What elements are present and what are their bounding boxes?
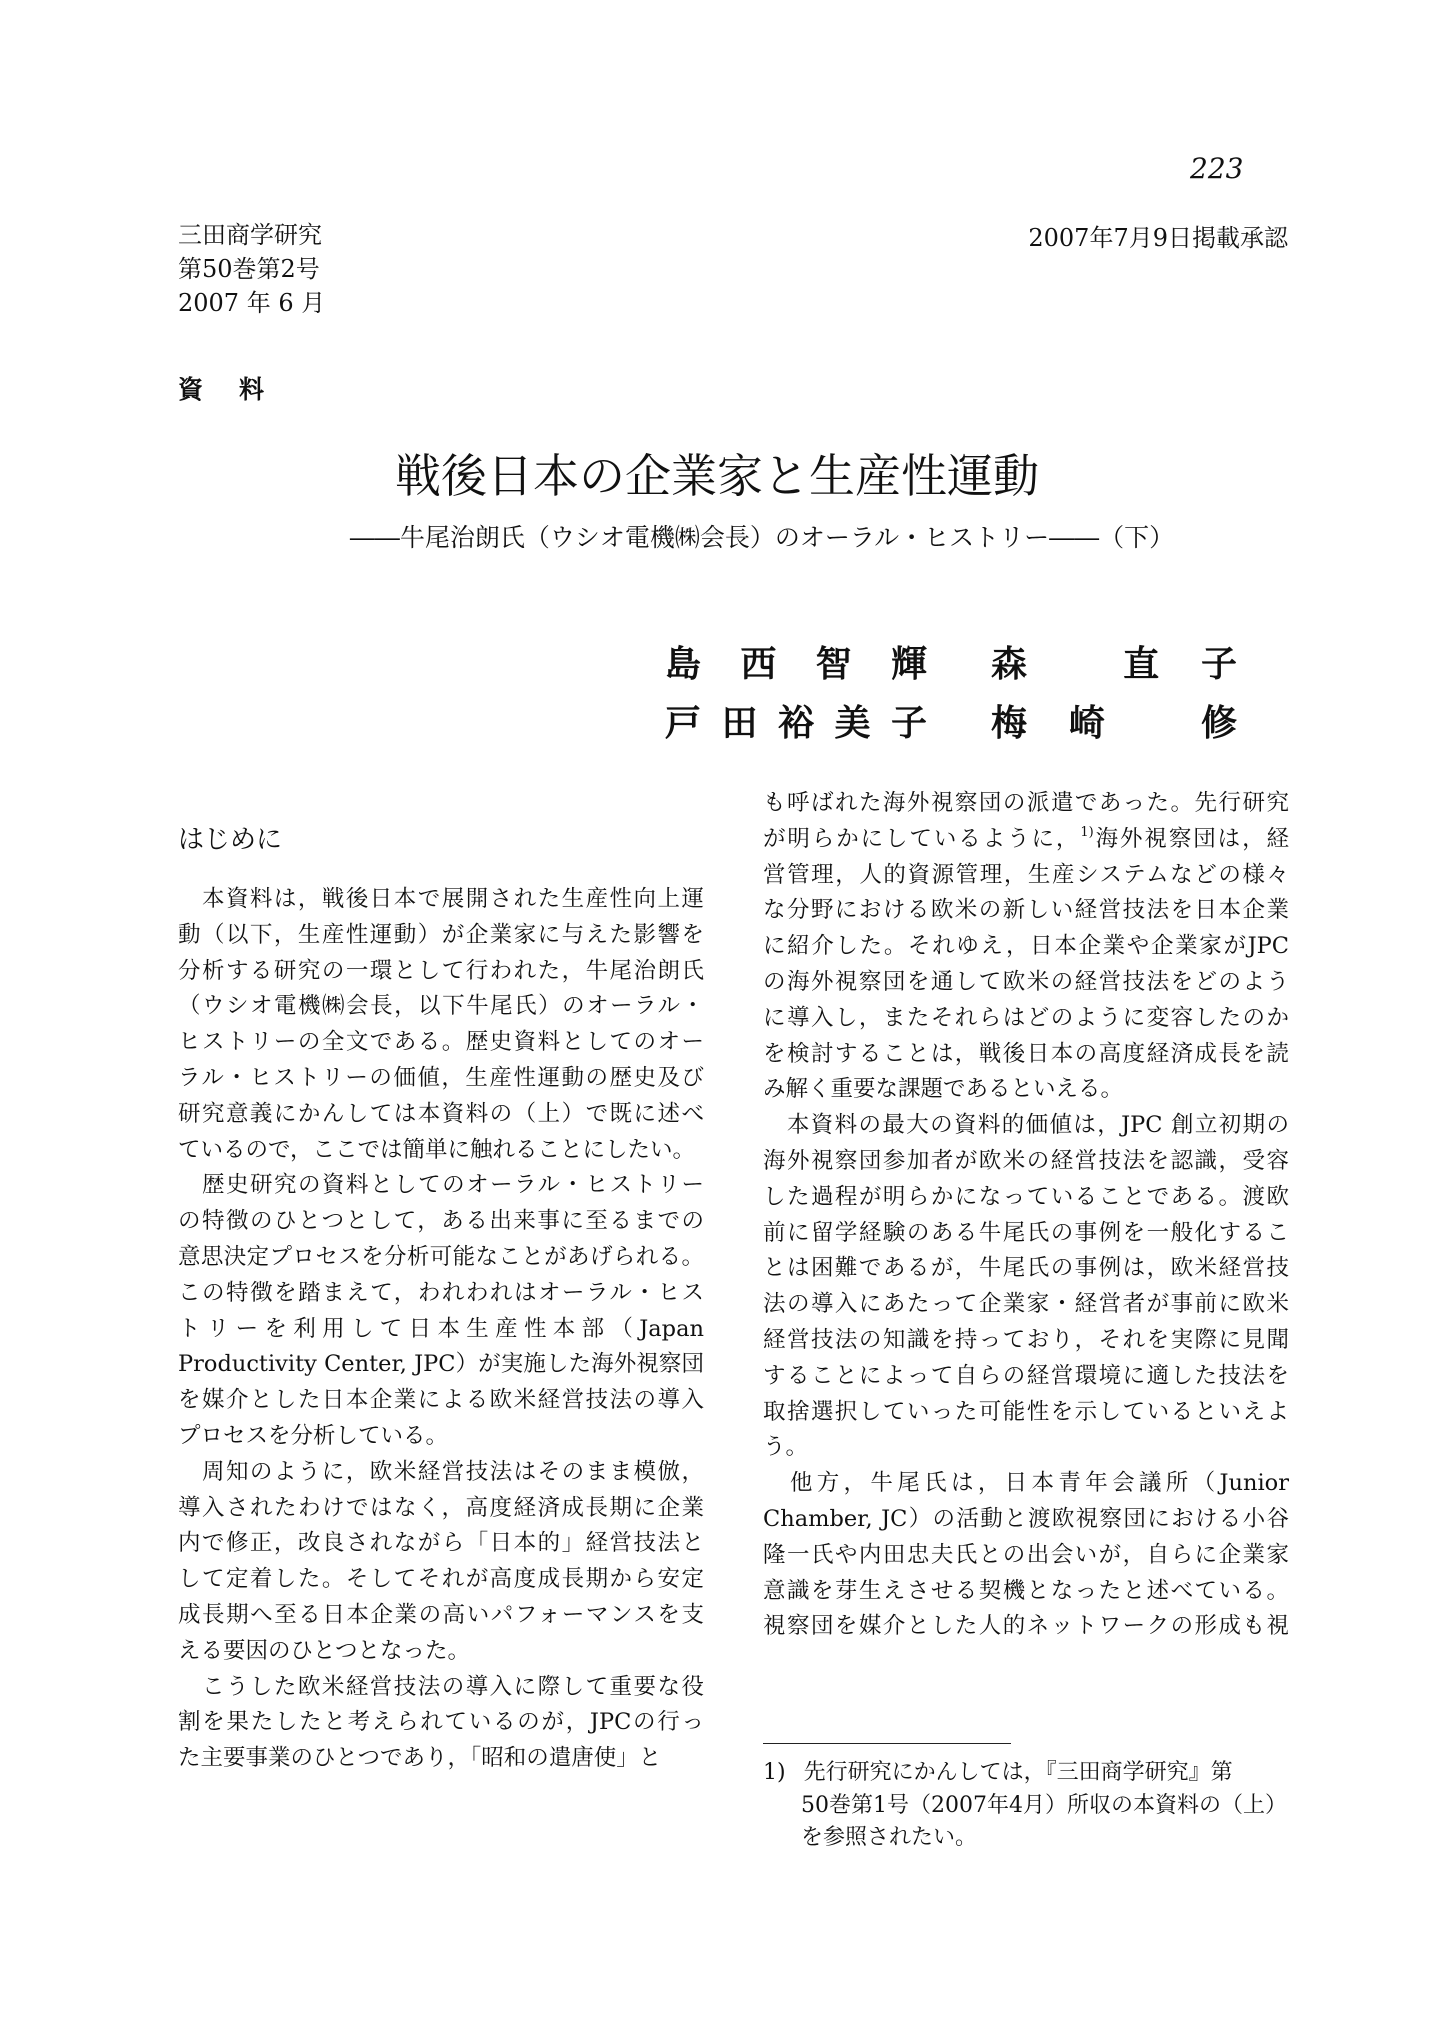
author-name [991,636,1237,687]
author-name-char: 直 [1123,643,1160,685]
text-line: 研究意義にかんしては本資料の（上）で既に述べ [178,1100,704,1127]
text-line: 動（以下，生産性運動）が企業家に与えた影響を [178,921,704,948]
text-line: 前に留学経験のある牛尾氏の事例を一般化するこ [763,1219,1289,1246]
paragraph [763,786,1289,1108]
author-name-char [1069,636,1082,687]
text-line: とは困難であるが，牛尾氏の事例は，欧米経営技 [763,1255,1289,1282]
text-line: この特徴を踏まえて，われわれはオーラル・ヒス [178,1279,704,1306]
section-heading: はじめに [178,825,283,855]
text-line: を媒介とした日本企業による欧米経営技法の導入 [178,1387,704,1414]
text-line: 取捨選択していった可能性を示しているといえよ [763,1398,1289,1425]
text-segment: 海外視察団は，経 [1093,825,1289,852]
text-line: 営管理，人的資源管理，生産システムなどの様々 [763,861,1289,888]
left-column [178,822,704,1777]
footnote [763,1757,1287,1855]
text-line: を検討することは，戦後日本の高度経済成長を読 [763,1040,1289,1067]
paragraph [178,1168,704,1454]
article-title: 戦後日本の企業家と生産性運動 [395,449,1039,503]
text-line: プロセスを分析している。 [178,1422,449,1449]
paragraph [763,1108,1289,1466]
text-line: ているので，ここでは簡単に触れることにしたい。 [178,1136,696,1163]
paragraph [178,1670,704,1777]
right-column [763,786,1289,1645]
text-line: に導入し，またそれらはどのように変容したのか [763,1004,1289,1031]
author-row [665,636,1237,687]
text-line: トリーを利用して日本生産性本部（Japan [178,1315,704,1342]
footnote-reference[interactable]: 1) [1080,824,1094,840]
text-line: 成長期へ至る日本企業の高いパフォーマンスを支 [178,1601,704,1628]
author-name-char [1147,695,1160,746]
text-line: に紹介した。それゆえ，日本企業や企業家がJPC [763,933,1289,960]
text-line: 周知のように，欧米経営技法はそのまま模倣， [178,1458,704,1485]
text-line: 経営技法の知識を持っており，それを実際に見聞 [763,1326,1289,1353]
journal-name: 三田商学研究 [178,221,322,249]
footnote-line: 50巻第1号（2007年4月）所収の本資料の（上） [801,1792,1287,1818]
page-number: 223 [1190,152,1244,185]
text-line: することによって自らの経営環境に適した技法を [763,1362,1289,1389]
right-column-body [763,786,1289,1645]
text-line: み解く重要な課題であるといえる。 [763,1076,1124,1103]
author-name-char: 梅 [991,702,1028,744]
text-line: ラル・ヒストリーの価値，生産性運動の歴史及び [178,1064,704,1091]
text-line: Productivity Center, JPC）が実施した海外視察団 [178,1351,704,1378]
author-name-char: 美 [834,702,871,744]
author-name-char: 西 [740,643,777,685]
article-subtitle: ――牛尾治朗氏（ウシオ電機㈱会長）のオーラル・ヒストリー――（下） [349,523,1175,552]
author-name-char: 子 [890,702,927,744]
author-name-char: 智 [815,643,852,685]
text-segment: が明らかにしているように， [763,825,1081,852]
footnote-line: を参照されたい。 [801,1825,978,1850]
approval-date: 2007年7月9日掲載承認 [1028,224,1288,252]
author-name-char: 裕 [777,702,814,744]
text-line: の特徴のひとつとして，ある出来事に至るまでの [178,1208,704,1235]
text-line: 導入されたわけではなく，高度経済成長期に企業 [178,1494,704,1521]
text-line: 意識を芽生えさせる契機となったと述べている。 [763,1577,1289,1604]
author-name-char: 戸 [665,702,702,744]
text-line: 他方，牛尾氏は，日本青年会議所（Junior [763,1470,1289,1497]
author-name [665,695,927,746]
footnote-marker: 1) [763,1760,786,1785]
paragraph [178,882,704,1168]
text-line: 隆一氏や内田忠夫氏との出会いが，自らに企業家 [763,1541,1289,1568]
text-line: 歴史研究の資料としてのオーラル・ヒストリー [178,1172,704,1199]
author-name-char: 島 [665,643,702,685]
text-line: 本資料は，戦後日本で展開された生産性向上運 [178,886,704,912]
journal-volume: 第50巻第2号 [178,255,320,283]
text-line: 法の導入にあたって企業家・経営者が事前に欧米 [763,1291,1289,1318]
text-line: こうした欧米経営技法の導入に際して重要な役 [178,1673,704,1700]
text-line: える要因のひとつとなった。 [178,1637,471,1664]
left-column-body [178,882,704,1777]
text-line: 視察団を媒介とした人的ネットワークの形成も視 [763,1613,1289,1640]
section-label: 資料 [178,375,301,404]
paragraph [763,1466,1289,1645]
author-name-char: 崎 [1068,702,1105,744]
author-name [665,636,927,687]
paragraph [178,1455,704,1670]
text-line: の海外視察団を通して欧米の経営技法をどのよう [763,968,1289,995]
author-name [991,695,1237,746]
author-name-char: 子 [1200,643,1237,685]
text-line: ヒストリーの全文である。歴史資料としてのオー [178,1029,704,1056]
text-line: 内で修正，改良されながら「日本的」経営技法と [178,1530,704,1557]
text-line: （ウシオ電機㈱会長，以下牛尾氏）のオーラル・ [178,993,704,1020]
text-line: した過程が明らかになっていることである。渡欧 [763,1183,1289,1210]
text-line: 意思決定プロセスを分析可能なことがあげられる。 [178,1243,704,1270]
author-name-char: 森 [991,643,1028,685]
journal-date: 2007 年 6 月 [178,289,326,317]
text-line: 本資料の最大の資料的価値は，JPC 創立初期の [763,1112,1289,1139]
text-line: 分析する研究の一環として行われた，牛尾治朗氏 [178,957,704,984]
author-name-char: 修 [1200,702,1237,744]
text-line: Chamber, JC）の活動と渡欧視察団における小谷 [763,1505,1289,1532]
text-line: も呼ばれた海外視察団の派遣であった。先行研究 [763,790,1289,816]
text-line: して定着した。そしてそれが高度成長期から安定 [178,1566,704,1593]
text-line: 海外視察団参加者が欧米の経営技法を認識，受容 [763,1147,1289,1174]
author-name-char: 輝 [890,643,927,685]
text-line: 割を果たしたと考えられているのが，JPCの行っ [178,1709,704,1736]
footnote-divider [763,1743,1011,1744]
text-line: た主要事業のひとつであり，「昭和の遣唐使」と [178,1745,662,1772]
text-line [763,822,1289,858]
journal-info [178,218,325,320]
text-line: な分野における欧米の新しい経営技法を日本企業 [763,897,1289,924]
author-name-char: 田 [721,702,758,744]
footnote-line: 先行研究にかんしては，『三田商学研究』第 [803,1760,1233,1785]
author-row [665,695,1237,746]
text-line: う。 [763,1434,809,1461]
